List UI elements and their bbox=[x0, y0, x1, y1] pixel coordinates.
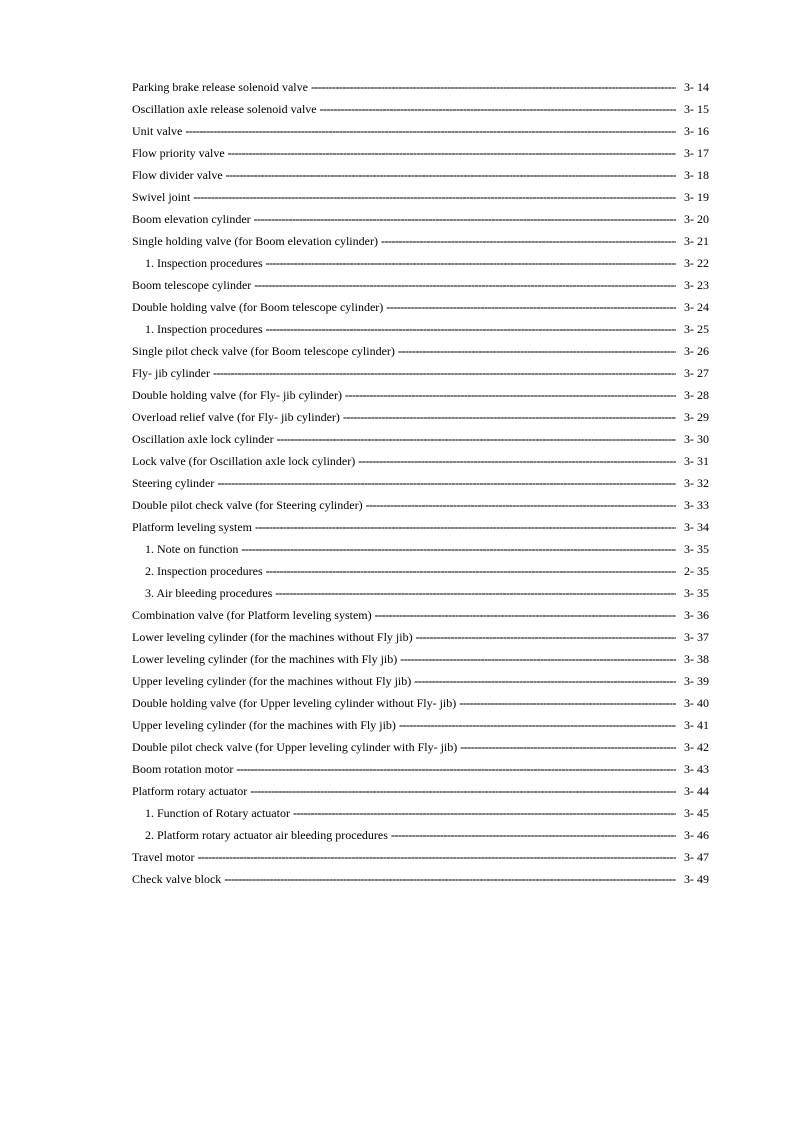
toc-entry bbox=[132, 318, 709, 340]
toc-dot-leader bbox=[398, 340, 676, 362]
toc-dot-leader bbox=[193, 186, 676, 208]
toc-dot-leader bbox=[250, 780, 676, 802]
toc-dot-leader bbox=[343, 406, 676, 428]
toc-entry-title: Platform rotary actuator bbox=[132, 784, 248, 798]
toc-dot-leader bbox=[198, 846, 676, 868]
toc-dot-leader bbox=[414, 670, 676, 692]
toc-entry bbox=[132, 274, 709, 296]
toc-entry-title: Flow divider valve bbox=[132, 168, 223, 182]
toc-dot-leader bbox=[459, 692, 676, 714]
toc-entry bbox=[132, 164, 709, 186]
toc-entry-title: 1. Inspection procedures bbox=[145, 256, 263, 270]
toc-dot-leader bbox=[224, 868, 676, 890]
toc-entry bbox=[132, 428, 709, 450]
toc-dot-leader bbox=[375, 604, 676, 626]
toc-entry-page-number: 3- 27 bbox=[684, 366, 709, 380]
toc-entry-page-number: 3- 47 bbox=[684, 850, 709, 864]
table-of-contents bbox=[132, 76, 709, 890]
toc-entry-title: Lower leveling cylinder (for the machines without Fly jib) bbox=[132, 630, 413, 644]
toc-dot-leader bbox=[266, 252, 676, 274]
toc-dot-leader bbox=[217, 472, 676, 494]
toc-dot-leader bbox=[460, 736, 676, 758]
toc-entry bbox=[132, 186, 709, 208]
toc-entry-title: Boom rotation motor bbox=[132, 762, 234, 776]
toc-entry-page-number: 3- 18 bbox=[684, 168, 709, 182]
toc-entry-page-number: 3- 41 bbox=[684, 718, 709, 732]
toc-dot-leader bbox=[275, 582, 676, 604]
toc-entry-title: Double pilot check valve (for Steering cylinder) bbox=[132, 498, 363, 512]
toc-entry-page-number: 3- 20 bbox=[684, 212, 709, 226]
toc-dot-leader bbox=[254, 208, 676, 230]
toc-entry bbox=[132, 758, 709, 780]
toc-entry-title: Unit valve bbox=[132, 124, 183, 138]
toc-entry bbox=[132, 208, 709, 230]
toc-dot-leader bbox=[311, 76, 676, 98]
toc-entry-title: Boom telescope cylinder bbox=[132, 278, 252, 292]
toc-entry-title: Parking brake release solenoid valve bbox=[132, 80, 308, 94]
toc-entry-page-number: 3- 19 bbox=[684, 190, 709, 204]
toc-entry-page-number: 3- 17 bbox=[684, 146, 709, 160]
toc-entry bbox=[132, 98, 709, 120]
toc-entry-page-number: 3- 45 bbox=[684, 806, 709, 820]
toc-entry-title: Oscillation axle lock cylinder bbox=[132, 432, 274, 446]
toc-entry-page-number: 3- 31 bbox=[684, 454, 709, 468]
toc-entry-page-number: 3- 40 bbox=[684, 696, 709, 710]
toc-dot-leader bbox=[391, 824, 676, 846]
toc-entry-page-number: 3- 44 bbox=[684, 784, 709, 798]
toc-entry-page-number: 3- 43 bbox=[684, 762, 709, 776]
toc-entry-title: 3. Air bleeding procedures bbox=[145, 586, 273, 600]
toc-dot-leader bbox=[266, 560, 676, 582]
toc-entry bbox=[132, 582, 709, 604]
toc-entry-page-number: 3- 42 bbox=[684, 740, 709, 754]
toc-entry-page-number: 3- 36 bbox=[684, 608, 709, 622]
toc-entry-title: 1. Function of Rotary actuator bbox=[145, 806, 290, 820]
toc-entry-title: Travel motor bbox=[132, 850, 195, 864]
toc-entry-page-number: 2- 35 bbox=[684, 564, 709, 578]
toc-entry-title: Single holding valve (for Boom elevation cylinder) bbox=[132, 234, 378, 248]
toc-dot-leader bbox=[400, 648, 676, 670]
toc-entry-page-number: 3- 33 bbox=[684, 498, 709, 512]
toc-entry-title: Upper leveling cylinder (for the machines without Fly jib) bbox=[132, 674, 412, 688]
toc-entry-page-number: 3- 35 bbox=[684, 542, 709, 556]
toc-entry bbox=[132, 472, 709, 494]
toc-entry-page-number: 3- 21 bbox=[684, 234, 709, 248]
toc-dot-leader bbox=[416, 626, 676, 648]
toc-entry bbox=[132, 736, 709, 758]
toc-entry-title: Flow priority valve bbox=[132, 146, 225, 160]
toc-entry bbox=[132, 560, 709, 582]
toc-entry bbox=[132, 230, 709, 252]
toc-dot-leader bbox=[254, 274, 676, 296]
toc-entry-title: Double holding valve (for Fly- jib cylinder) bbox=[132, 388, 342, 402]
toc-entry-title: Upper leveling cylinder (for the machines with Fly jib) bbox=[132, 718, 396, 732]
toc-entry-title: Overload relief valve (for Fly- jib cylinder) bbox=[132, 410, 340, 424]
toc-dot-leader bbox=[399, 714, 676, 736]
toc-entry-title: 2. Inspection procedures bbox=[145, 564, 263, 578]
toc-dot-leader bbox=[386, 296, 676, 318]
toc-entry bbox=[132, 120, 709, 142]
toc-entry-title: Lock valve (for Oscillation axle lock cylinder) bbox=[132, 454, 356, 468]
toc-dot-leader bbox=[236, 758, 676, 780]
toc-entry-title: Oscillation axle release solenoid valve bbox=[132, 102, 317, 116]
toc-entry-title: Single pilot check valve (for Boom telescope cylinder) bbox=[132, 344, 395, 358]
toc-entry bbox=[132, 340, 709, 362]
toc-entry-title: Swivel joint bbox=[132, 190, 191, 204]
toc-entry-title: Boom elevation cylinder bbox=[132, 212, 251, 226]
toc-entry-page-number: 3- 30 bbox=[684, 432, 709, 446]
toc-entry-page-number: 3- 24 bbox=[684, 300, 709, 314]
toc-entry bbox=[132, 802, 709, 824]
toc-entry-page-number: 3- 14 bbox=[684, 80, 709, 94]
toc-entry-page-number: 3- 16 bbox=[684, 124, 709, 138]
toc-entry-title: 2. Platform rotary actuator air bleeding procedures bbox=[145, 828, 388, 842]
toc-entry bbox=[132, 450, 709, 472]
toc-dot-leader bbox=[185, 120, 676, 142]
toc-dot-leader bbox=[293, 802, 676, 824]
toc-entry-page-number: 3- 32 bbox=[684, 476, 709, 490]
toc-entry bbox=[132, 494, 709, 516]
toc-entry-page-number: 3- 25 bbox=[684, 322, 709, 336]
toc-dot-leader bbox=[381, 230, 676, 252]
toc-dot-leader bbox=[277, 428, 676, 450]
toc-entry bbox=[132, 714, 709, 736]
toc-entry bbox=[132, 142, 709, 164]
toc-dot-leader bbox=[241, 538, 676, 560]
toc-entry bbox=[132, 252, 709, 274]
toc-entry-page-number: 3- 26 bbox=[684, 344, 709, 358]
toc-entry-page-number: 3- 49 bbox=[684, 872, 709, 886]
toc-entry-page-number: 3- 15 bbox=[684, 102, 709, 116]
toc-entry bbox=[132, 780, 709, 802]
toc-entry-title: Check valve block bbox=[132, 872, 222, 886]
toc-entry-title: Fly- jib cylinder bbox=[132, 366, 210, 380]
toc-entry bbox=[132, 384, 709, 406]
toc-entry bbox=[132, 846, 709, 868]
toc-entry-title: Double holding valve (for Boom telescope cylinder) bbox=[132, 300, 384, 314]
toc-dot-leader bbox=[358, 450, 676, 472]
toc-entry-page-number: 3- 39 bbox=[684, 674, 709, 688]
toc-entry bbox=[132, 648, 709, 670]
toc-dot-leader bbox=[228, 142, 676, 164]
toc-dot-leader bbox=[226, 164, 676, 186]
toc-dot-leader bbox=[255, 516, 676, 538]
toc-entry-page-number: 3- 28 bbox=[684, 388, 709, 402]
toc-entry-page-number: 3- 46 bbox=[684, 828, 709, 842]
toc-entry-title: Double holding valve (for Upper leveling cylinder without Fly- jib) bbox=[132, 696, 457, 710]
toc-entry bbox=[132, 538, 709, 560]
toc-entry-page-number: 3- 37 bbox=[684, 630, 709, 644]
toc-entry bbox=[132, 692, 709, 714]
toc-entry-title: Combination valve (for Platform leveling system) bbox=[132, 608, 372, 622]
toc-entry bbox=[132, 604, 709, 626]
toc-entry bbox=[132, 516, 709, 538]
toc-dot-leader bbox=[266, 318, 676, 340]
toc-entry bbox=[132, 626, 709, 648]
toc-entry-page-number: 3- 23 bbox=[684, 278, 709, 292]
toc-dot-leader bbox=[213, 362, 676, 384]
toc-entry-title: Lower leveling cylinder (for the machines with Fly jib) bbox=[132, 652, 398, 666]
toc-entry-page-number: 3- 29 bbox=[684, 410, 709, 424]
toc-entry-page-number: 3- 38 bbox=[684, 652, 709, 666]
toc-dot-leader bbox=[345, 384, 676, 406]
toc-entry bbox=[132, 406, 709, 428]
toc-entry-page-number: 3- 34 bbox=[684, 520, 709, 534]
toc-entry-title: 1. Inspection procedures bbox=[145, 322, 263, 336]
toc-dot-leader bbox=[366, 494, 676, 516]
toc-entry bbox=[132, 670, 709, 692]
toc-entry bbox=[132, 868, 709, 890]
toc-entry-title: Steering cylinder bbox=[132, 476, 215, 490]
toc-entry bbox=[132, 824, 709, 846]
toc-entry bbox=[132, 296, 709, 318]
toc-dot-leader bbox=[320, 98, 676, 120]
toc-entry-title: Platform leveling system bbox=[132, 520, 252, 534]
toc-entry-title: 1. Note on function bbox=[145, 542, 239, 556]
toc-entry-title: Double pilot check valve (for Upper leveling cylinder with Fly- jib) bbox=[132, 740, 458, 754]
toc-entry bbox=[132, 362, 709, 384]
toc-entry-page-number: 3- 22 bbox=[684, 256, 709, 270]
toc-entry-page-number: 3- 35 bbox=[684, 586, 709, 600]
toc-entry bbox=[132, 76, 709, 98]
